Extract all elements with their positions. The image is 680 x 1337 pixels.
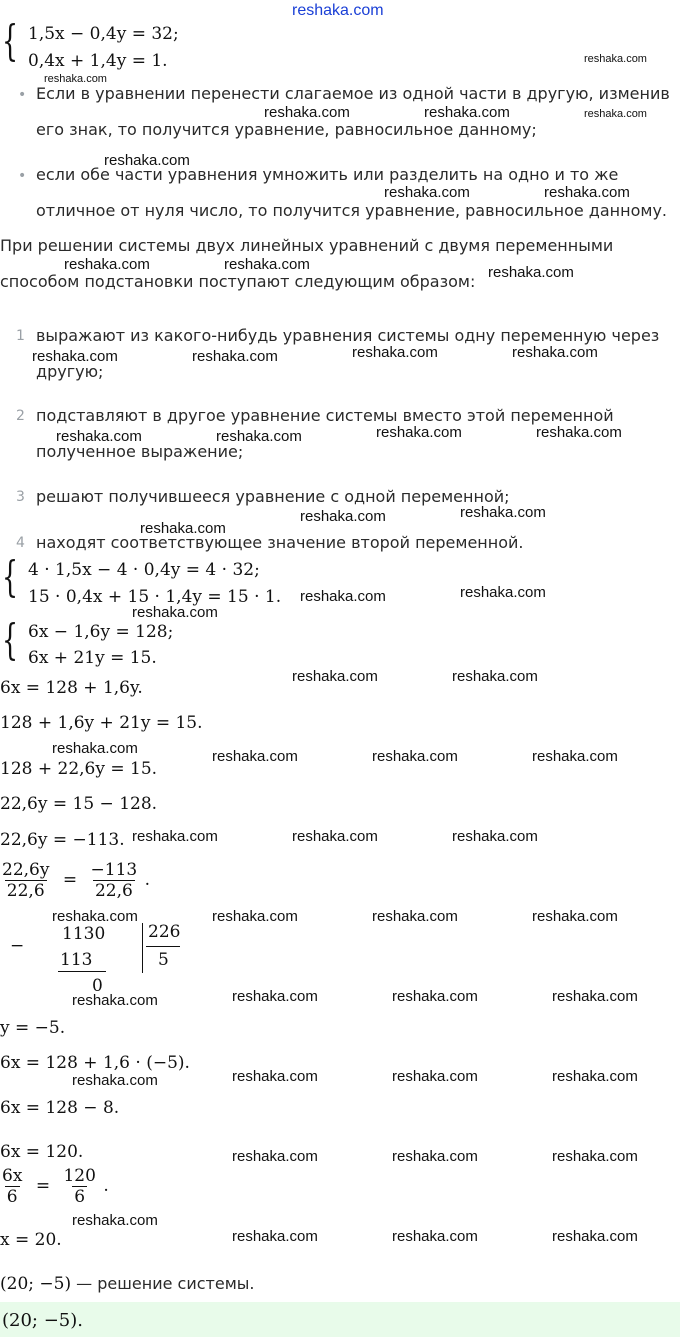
step-number: 3	[16, 489, 25, 505]
step-2-line2: полученное выражение;	[36, 442, 244, 461]
watermark: reshaka.com	[392, 1068, 478, 1085]
watermark: reshaka.com	[212, 908, 298, 925]
step-2-line1: подставляют в другое уравнение системы вместо этой переменной	[36, 406, 614, 425]
equation-line: 128 + 1,6y + 21y = 15.	[0, 713, 203, 733]
watermark: reshaka.com	[216, 428, 302, 445]
solution-math: (20; −5)	[0, 1274, 72, 1294]
step-number: 2	[16, 408, 25, 424]
division-dividend: 1130	[62, 924, 106, 944]
watermark: reshaka.com	[292, 668, 378, 685]
watermark: reshaka.com	[584, 108, 647, 120]
watermark: reshaka.com	[264, 104, 350, 121]
watermark: reshaka.com	[452, 668, 538, 685]
watermark: reshaka.com	[300, 588, 386, 605]
division-divisor-line	[146, 946, 180, 947]
watermark: reshaka.com	[372, 908, 458, 925]
watermark: reshaka.com	[376, 424, 462, 441]
watermark: reshaka.com	[52, 908, 138, 925]
division-underline	[58, 971, 106, 972]
division-bar	[142, 923, 143, 973]
bullet-dot: •	[18, 168, 27, 184]
watermark: reshaka.com	[44, 73, 107, 85]
fraction-equation: $\frac{6x}{6}$ = $\frac{120}{6}$ .	[2, 1166, 109, 1207]
step-1-line2: другую;	[36, 362, 104, 381]
watermark: reshaka.com	[72, 1072, 158, 1089]
watermark: reshaka.com	[52, 740, 138, 757]
fraction: $\frac{120}{6}$	[63, 1166, 96, 1207]
watermark: reshaka.com	[32, 348, 118, 365]
watermark: reshaka.com	[292, 828, 378, 845]
equation-line: 22,6y = −113.	[0, 830, 125, 850]
watermark: reshaka.com	[460, 584, 546, 601]
step-1-line1: выражают из какого-нибудь уравнения системы одну переменную через	[36, 326, 660, 345]
step-3-line1: решают получившееся уравнение с одной переменной;	[36, 487, 510, 506]
watermark: reshaka.com	[56, 428, 142, 445]
watermark: reshaka.com	[72, 1212, 158, 1229]
watermark: reshaka.com	[132, 604, 218, 621]
equation-line: 6x = 128 + 1,6 · (−5).	[0, 1053, 190, 1073]
watermark: reshaka.com	[552, 1148, 638, 1165]
step-number: 1	[16, 328, 25, 344]
intro-line1: При решении системы двух линейных уравнений с двумя переменными	[0, 236, 614, 255]
system2-eq1: 4 · 1,5x − 4 · 0,4y = 4 · 32;	[28, 560, 260, 580]
system-brace: {	[2, 16, 19, 65]
system3-eq2: 6x + 21y = 15.	[28, 648, 157, 668]
system3-eq1: 6x − 1,6y = 128;	[28, 622, 174, 642]
equation-line: y = −5.	[0, 1018, 66, 1038]
fraction: $\frac{-113}{22,6}$	[90, 860, 138, 901]
solution-text: — решение системы.	[71, 1274, 255, 1293]
watermark: reshaka.com	[300, 508, 386, 525]
watermark: reshaka.com	[232, 1068, 318, 1085]
equation-line: 6x = 120.	[0, 1142, 84, 1162]
watermark: reshaka.com	[72, 992, 158, 1009]
equation-line: 128 + 22,6y = 15.	[0, 759, 158, 779]
watermark: reshaka.com	[552, 1068, 638, 1085]
bullet-1-line2: его знак, то получится уравнение, равносильное данному;	[36, 120, 537, 139]
watermark: reshaka.com	[232, 1148, 318, 1165]
bullet-1-line1: Если в уравнении перенести слагаемое из одной части в другую, изменив	[36, 84, 670, 103]
system-brace: {	[2, 552, 19, 601]
watermark: reshaka.com	[544, 184, 630, 201]
watermark: reshaka.com	[352, 344, 438, 361]
division-divisor: 226	[148, 922, 181, 942]
watermark: reshaka.com	[536, 424, 622, 441]
watermark: reshaka.com	[512, 344, 598, 361]
bullet-2-line2: отличное от нуля число, то получится уравнение, равносильное данному.	[36, 201, 667, 220]
watermark: reshaka.com	[224, 256, 310, 273]
system1-eq2: 0,4x + 1,4y = 1.	[28, 51, 168, 71]
equation-line: x = 20.	[0, 1230, 62, 1250]
watermark: reshaka.com	[392, 1148, 478, 1165]
watermark: reshaka.com	[64, 256, 150, 273]
watermark: reshaka.com	[532, 748, 618, 765]
solution-statement	[0, 1274, 254, 1294]
system2-eq2: 15 · 0,4x + 15 · 1,4y = 15 · 1.	[28, 587, 282, 607]
step-4-line1: находят соответствующее значение второй переменной.	[36, 533, 524, 552]
watermark: reshaka.com	[584, 53, 647, 65]
fraction: $\frac{22,6y}{22,6}$	[2, 860, 50, 901]
system1-eq1: 1,5x − 0,4y = 32;	[28, 24, 179, 44]
watermark: reshaka.com	[212, 748, 298, 765]
watermark: reshaka.com	[424, 104, 510, 121]
watermark: reshaka.com	[384, 184, 470, 201]
watermark: reshaka.com	[452, 828, 538, 845]
watermark: reshaka.com	[232, 988, 318, 1005]
watermark: reshaka.com	[392, 1228, 478, 1245]
watermark: reshaka.com	[232, 1228, 318, 1245]
watermark: reshaka.com	[104, 152, 190, 169]
watermark: reshaka.com	[552, 1228, 638, 1245]
watermark: reshaka.com	[192, 348, 278, 365]
equation-line: 6x = 128 − 8.	[0, 1098, 120, 1118]
watermark: reshaka.com	[532, 908, 618, 925]
fraction-equation: $\frac{22,6y}{22,6}$ = $\frac{-113}{22,6}$ .	[2, 860, 151, 901]
answer-box	[0, 1302, 680, 1337]
intro-line2: способом подстановки поступают следующим образом:	[0, 272, 476, 291]
watermark: reshaka.com	[372, 748, 458, 765]
equation-line: 22,6y = 15 − 128.	[0, 794, 158, 814]
watermark: reshaka.com	[132, 828, 218, 845]
division-minus: −	[10, 936, 25, 956]
system-brace: {	[2, 615, 19, 664]
division-subtrahend: 113	[60, 950, 93, 970]
fraction: $\frac{6x}{6}$	[2, 1166, 23, 1207]
watermark: reshaka.com	[140, 520, 226, 537]
watermark: reshaka.com	[460, 504, 546, 521]
step-number: 4	[16, 535, 25, 551]
division-quotient: 5	[158, 950, 169, 970]
bullet-dot: •	[18, 87, 27, 103]
equation-line: 6x = 128 + 1,6y.	[0, 678, 143, 698]
answer-value: (20; −5).	[2, 1310, 83, 1331]
division-remainder: 0	[92, 976, 103, 996]
watermark: reshaka.com	[488, 264, 574, 281]
site-watermark-top[interactable]: reshaka.com	[292, 2, 384, 19]
bullet-2-line1: если обе части уравнения умножить или разделить на одно и то же	[36, 165, 619, 184]
watermark: reshaka.com	[552, 988, 638, 1005]
watermark: reshaka.com	[392, 988, 478, 1005]
